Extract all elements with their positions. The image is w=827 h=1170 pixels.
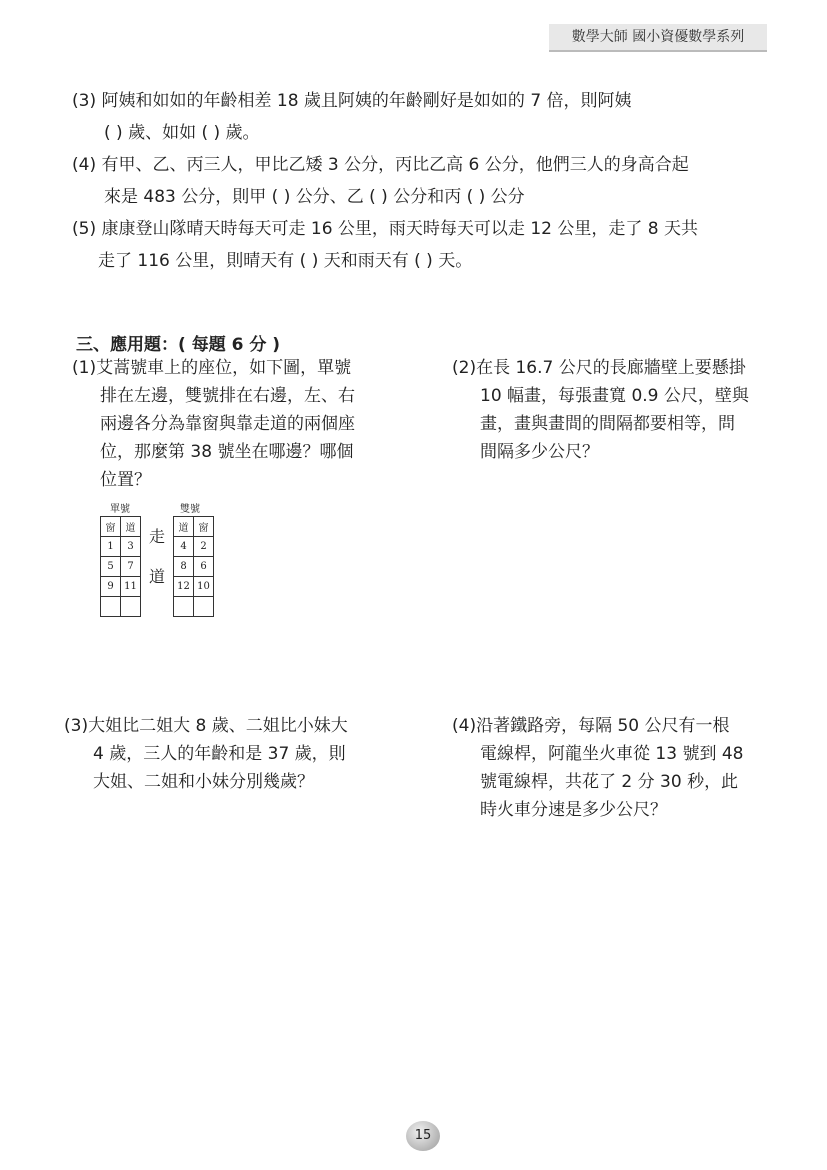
q4-line: (4)沿著鐵路旁，每隔 50 公尺有一根 bbox=[452, 716, 730, 736]
seat-cell: 1 bbox=[101, 537, 121, 557]
fill-item-3-line1: (3) 阿姨和如如的年齡相差 18 歲且阿姨的年齡剛好是如如的 7 倍，則阿姨 bbox=[72, 91, 632, 111]
seat-head-cell: 道 bbox=[174, 517, 194, 537]
fill-item-5-line1: (5) 康康登山隊晴天時每天可走 16 公里，雨天時每天可以走 12 公里，走了 8 天共 bbox=[72, 219, 698, 239]
seat-cell: 8 bbox=[174, 557, 194, 577]
q2-line: 畫，畫與畫間的間隔都要相等，問 bbox=[480, 414, 735, 434]
seat-cell: 5 bbox=[101, 557, 121, 577]
q1-line: 兩邊各分為靠窗與靠走道的兩個座 bbox=[100, 414, 355, 434]
q2-line: 10 幅畫，每張畫寬 0.9 公尺，壁與 bbox=[480, 386, 749, 406]
q3-line: (3)大姐比二姐大 8 歲、二姐比小妹大 bbox=[64, 716, 348, 736]
q4-line: 號電線桿，共花了 2 分 30 秒，此 bbox=[480, 772, 739, 792]
q1-line: 排在左邊，雙號排在右邊，左、右 bbox=[100, 386, 355, 406]
fill-item-4-line2: 來是 483 公分，則甲 ( ) 公分、乙 ( ) 公分和丙 ( ) 公分 bbox=[104, 187, 525, 207]
seat-cell bbox=[174, 597, 194, 617]
series-header: 數學大師 國小資優數學系列 bbox=[549, 24, 767, 52]
aisle-label: 走 bbox=[148, 526, 165, 546]
fill-item-3-line2: ( ) 歲、如如 ( ) 歲。 bbox=[104, 123, 260, 143]
seat-cell bbox=[101, 597, 121, 617]
fill-item-4-line1: (4) 有甲、乙、丙三人，甲比乙矮 3 公分，丙比乙高 6 公分，他們三人的身高合起 bbox=[72, 155, 689, 175]
seat-cell: 11 bbox=[121, 577, 141, 597]
q4-line: 電線桿，阿龍坐火車從 13 號到 48 bbox=[480, 744, 744, 764]
seat-cell: 7 bbox=[121, 557, 141, 577]
seat-cell: 3 bbox=[121, 537, 141, 557]
seat-head-cell: 道 bbox=[121, 517, 141, 537]
q1-line: 位置？ bbox=[100, 470, 151, 490]
seat-cell: 10 bbox=[194, 577, 214, 597]
q3-line: 4 歲，三人的年齡和是 37 歲，則 bbox=[93, 744, 346, 764]
aisle-gap bbox=[141, 597, 174, 617]
fill-item-5-line2: 走了 116 公里，則晴天有 ( ) 天和雨天有 ( ) 天。 bbox=[98, 251, 473, 271]
section-title: 三、應用題：( 每題 6 分 ) bbox=[76, 335, 281, 355]
seat-cell: 6 bbox=[194, 557, 214, 577]
q3-line: 大姐、二姐和小妹分別幾歲？ bbox=[93, 772, 314, 792]
seat-cell: 12 bbox=[174, 577, 194, 597]
seat-cell: 4 bbox=[174, 537, 194, 557]
seat-cell: 9 bbox=[101, 577, 121, 597]
seat-head-cell: 窗 bbox=[194, 517, 214, 537]
q1-line: 位，那麼第 38 號坐在哪邊？哪個 bbox=[100, 442, 354, 462]
odd-seat-label: 單號 bbox=[110, 504, 130, 515]
seat-cell: 2 bbox=[194, 537, 214, 557]
q2-line: (2)在長 16.7 公尺的長廊牆壁上要懸掛 bbox=[452, 358, 746, 378]
q2-line: 間隔多少公尺？ bbox=[480, 442, 599, 462]
q4-line: 時火車分速是多少公尺？ bbox=[480, 800, 667, 820]
q1-line: (1)艾蒿號車上的座位，如下圖，單號 bbox=[72, 358, 352, 378]
aisle-label: 道 bbox=[148, 566, 165, 586]
seat-cell bbox=[121, 597, 141, 617]
seat-head-cell: 窗 bbox=[101, 517, 121, 537]
seat-cell bbox=[194, 597, 214, 617]
even-seat-label: 雙號 bbox=[180, 504, 200, 515]
page-number: 15 bbox=[406, 1121, 440, 1151]
seat-chart bbox=[100, 516, 214, 617]
